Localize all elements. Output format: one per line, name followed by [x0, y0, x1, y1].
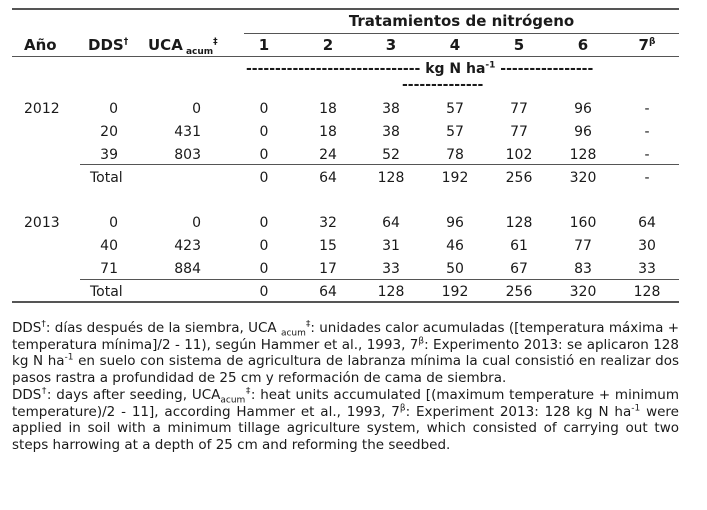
units-label: kg N $ha^{-1}$ — [425, 60, 496, 77]
value-cell-t6: 320 — [569, 284, 597, 300]
dds-cell: 40 — [100, 238, 118, 254]
total-2012-rule — [80, 164, 679, 165]
value-cell-t4: 192 — [441, 170, 469, 186]
dds-cell: 0 — [109, 215, 118, 231]
value-cell-t1: 0 — [259, 261, 269, 277]
value-cell-t7: 128 — [633, 284, 661, 300]
col-header-t3: 3 — [385, 36, 397, 54]
value-cell-t7: - — [644, 147, 650, 163]
uca-cell: 0 — [192, 101, 201, 117]
col-header-t7: $7^\beta$ — [638, 36, 656, 54]
dds-cell: 20 — [100, 124, 118, 140]
value-cell-t5: 61 — [510, 238, 528, 254]
value-cell-t7: - — [644, 101, 650, 117]
group-header: Tratamientos de nitrógeno — [348, 12, 575, 30]
uca-cell: 423 — [174, 238, 201, 254]
value-cell-t6: 96 — [574, 101, 592, 117]
value-cell-t2: 18 — [319, 101, 337, 117]
value-cell-t1: 0 — [259, 170, 269, 186]
value-cell-t5: 77 — [510, 124, 528, 140]
col-header-t4: 4 — [449, 36, 461, 54]
value-cell-t3: 31 — [382, 238, 400, 254]
value-cell-t7: 64 — [638, 215, 656, 231]
dds-cell: 71 — [100, 261, 118, 277]
value-cell-t1: 0 — [259, 101, 269, 117]
value-cell-t2: 64 — [319, 284, 337, 300]
value-cell-t4: 57 — [446, 101, 464, 117]
uca-cell: 0 — [192, 215, 201, 231]
col-header-dds: DDS† — [88, 36, 129, 54]
uca-cell: 803 — [174, 147, 201, 163]
value-cell-t4: 50 — [446, 261, 464, 277]
value-cell-t6: 320 — [569, 170, 597, 186]
value-cell-t1: 0 — [259, 215, 269, 231]
value-cell-t2: 18 — [319, 124, 337, 140]
col-header-t1: 1 — [258, 36, 270, 54]
value-cell-t2: 24 — [319, 147, 337, 163]
value-cell-t1: 0 — [259, 284, 269, 300]
value-cell-t6: 83 — [574, 261, 592, 277]
units-row — [246, 61, 679, 77]
value-cell-t1: 0 — [259, 238, 269, 254]
table-top-rule — [12, 8, 679, 10]
col-header-t6: 6 — [577, 36, 589, 54]
value-cell-t7: 30 — [638, 238, 656, 254]
value-cell-t6: 77 — [574, 238, 592, 254]
value-cell-t5: 256 — [505, 170, 533, 186]
units-bottom-dashes: -------------- — [402, 77, 484, 93]
value-cell-t7: - — [644, 124, 650, 140]
units-left-dashes: ------------------------------ — [246, 61, 421, 77]
total-2013-rule — [80, 279, 679, 280]
value-cell-t1: 0 — [259, 147, 269, 163]
units-right-dashes: ---------------- — [500, 61, 594, 77]
value-cell-t4: 57 — [446, 124, 464, 140]
value-cell-t4: 46 — [446, 238, 464, 254]
dds-cell: 39 — [100, 147, 118, 163]
note-spanish: DDS†: días después de la siembra, UCA $_{acum}$‡: unidades calor acumuladas ([temperatura máxima + temperatura mínima]/2 - 11), según Hammer et al., 1993, $7^\beta$: Experimento 2013: se aplicaron 128 kg N $ha^{-1}$ en suelo con sistema de agricultura de labranza mínima la cual consistió en realizar dos pasos rastra a profundidad de 25 cm y reformación de cama de siembra. — [12, 319, 680, 386]
value-cell-t2: 15 — [319, 238, 337, 254]
value-cell-t4: 78 — [446, 147, 464, 163]
value-cell-t6: 160 — [569, 215, 597, 231]
value-cell-t3: 52 — [382, 147, 400, 163]
value-cell-t6: 128 — [569, 147, 597, 163]
value-cell-t5: 77 — [510, 101, 528, 117]
value-cell-t1: 0 — [259, 124, 269, 140]
table-bottom-rule — [12, 301, 679, 303]
value-cell-t3: 38 — [382, 101, 400, 117]
value-cell-t4: 96 — [446, 215, 464, 231]
value-cell-t3: 33 — [382, 261, 400, 277]
value-cell-t7: - — [644, 170, 650, 186]
col-header-anio: Año — [24, 36, 57, 54]
value-cell-t3: 64 — [382, 215, 400, 231]
column-header-rule — [12, 56, 679, 57]
value-cell-t3: 38 — [382, 124, 400, 140]
value-cell-t2: 32 — [319, 215, 337, 231]
value-cell-t7: 33 — [638, 261, 656, 277]
value-cell-t4: 192 — [441, 284, 469, 300]
value-cell-t2: 17 — [319, 261, 337, 277]
value-cell-t5: 102 — [505, 147, 533, 163]
dds-cell: Total — [90, 284, 123, 300]
col-header-uca: UCA $_{acum}$‡ — [148, 36, 218, 57]
value-cell-t5: 256 — [505, 284, 533, 300]
dds-cell: 0 — [109, 101, 118, 117]
year-cell: 2013 — [24, 215, 60, 231]
table-notes — [12, 320, 679, 453]
note-english: DDS†: days after seeding, $UCA_{acum}^\ddagger$: heat units accumulated [(maximum temperature + minimum temperature)/2 - 11], according Hammer et al., 1993, $7^\beta$: Experiment 2013: 128 kg N $ha^{-1}$ were applied in soil with a minimum tillage agriculture system, which consisted of carrying out two steps harrowing at a depth of 25 cm and reforming the seedbed. — [12, 386, 679, 453]
group-header-rule — [244, 33, 679, 34]
col-header-t5: 5 — [513, 36, 525, 54]
value-cell-t5: 128 — [505, 215, 533, 231]
uca-cell: 431 — [174, 124, 201, 140]
value-cell-t5: 67 — [510, 261, 528, 277]
year-cell: 2012 — [24, 101, 60, 117]
value-cell-t3: 128 — [377, 170, 405, 186]
uca-cell: 884 — [174, 261, 201, 277]
dds-cell: Total — [90, 170, 123, 186]
col-header-t2: 2 — [322, 36, 334, 54]
value-cell-t6: 96 — [574, 124, 592, 140]
value-cell-t2: 64 — [319, 170, 337, 186]
value-cell-t3: 128 — [377, 284, 405, 300]
